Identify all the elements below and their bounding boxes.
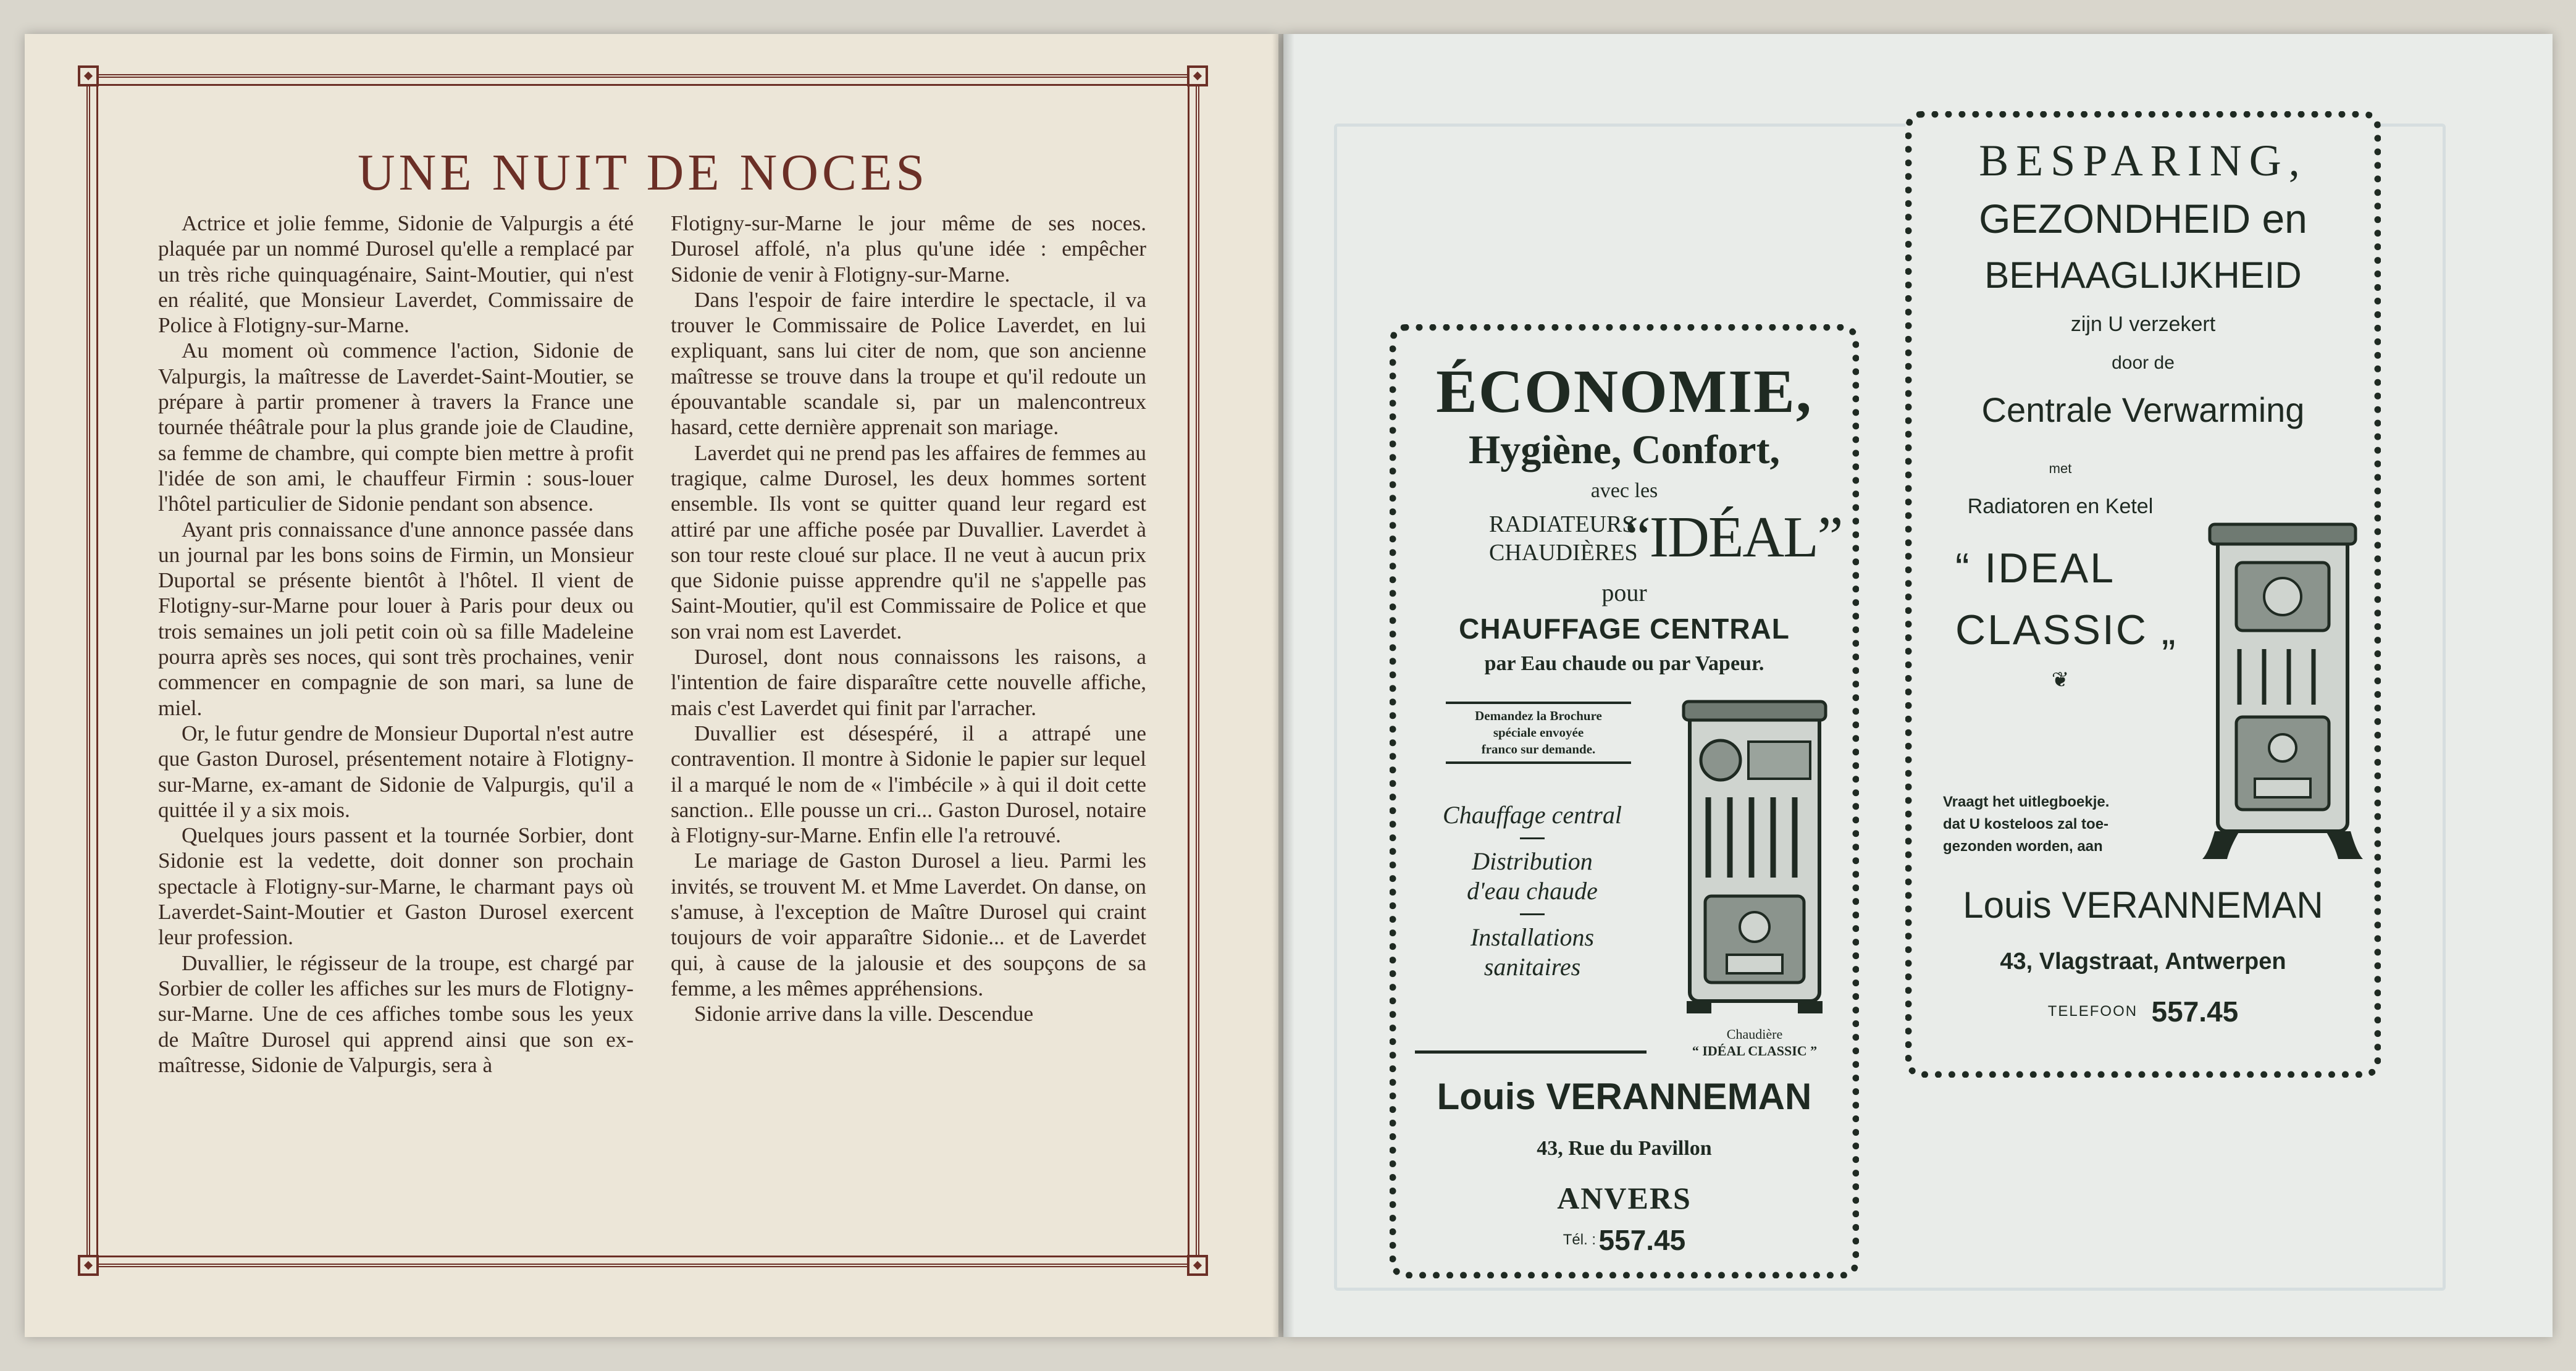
story-paragraph: Durosel, dont nous connaissons les raisons, a l'intention de faire disparaître cette nouvelle affiche, mais c'est Laverdet qui finit par l'arracher. [671, 645, 1146, 720]
ad-text: Demandez la Brochure [1475, 708, 1602, 723]
phone-number: 557.45 [2151, 996, 2239, 1028]
ad-text: gezonden worden, aan [1943, 838, 2103, 855]
ad-text: Radiatoren en Ketel [1967, 495, 2154, 518]
ad-text: dat U kosteloos zal toe- [1943, 816, 2109, 832]
ad-brand: “ IDEAL [1955, 545, 2116, 592]
corner-ornament-icon [78, 65, 99, 86]
ad-brand: CLASSIC „ [1955, 606, 2178, 653]
divider [1415, 1050, 1647, 1054]
story-paragraph: Sidonie arrive dans la ville. Descendue [694, 1002, 1034, 1026]
corner-ornament-icon [1187, 65, 1208, 86]
story-paragraph: Ayant pris connaissance d'une annonce passée dans un journal par les bons soins de Firmin, un Monsieur Duportal se présente bientôt à l'hôtel. Il vient de Flotigny-sur-Marne pour louer à Paris pour deux ou trois semaines un joli petit coin où sa fille Madeleine pourra après ses noces, qui sont très prochaines, venir commencer en compagnie de son mari, sa lune de miel. [158, 517, 634, 720]
ad-service-item: Distribution [1472, 847, 1593, 875]
ad-text: par Eau chaude ou par Vapeur. [1484, 652, 1764, 675]
ad-text: avec les [1590, 479, 1658, 502]
boiler-caption [1662, 1026, 1847, 1059]
ad-text: CHAUDIÈRES [1489, 540, 1638, 566]
story-title: UNE NUIT DE NOCES [357, 144, 929, 201]
ad-service: Centrale Verwarming [1981, 390, 2305, 429]
ad-subhead: GEZONDHEID en [1979, 196, 2307, 241]
ad-text: spéciale envoyée [1493, 725, 1584, 740]
ad-ideal-french [1390, 324, 1859, 1278]
story-paragraph: Dans l'espoir de faire interdire le spectacle, il va trouver le Commissaire de Police Laverdet, en lui expliquant, sans lui citer de nom, que son ancienne maîtresse se trouve dans la troupe et qu'il redoute un épouvantable scandale si, par un malencontreux hasard, cette dernière apprenait son mariage. [671, 287, 1146, 440]
ad-text: zijn U verzekert [2070, 312, 2216, 336]
divider [1520, 837, 1545, 839]
phone-number: 557.45 [1598, 1224, 1686, 1256]
ad-text: “ IDÉAL CLASSIC ” [1692, 1043, 1818, 1059]
divider [1446, 761, 1631, 764]
story-frame [86, 74, 1199, 1267]
story-paragraph: Au moment où commence l'action, Sidonie de Valpurgis, la maîtresse de Laverdet-Saint-Moutier, se prépare à partir promener à travers la France une tournée théâtrale pour la plus grande joie de Claudine, sa femme de chambre, qui compte bien mettre à profit l'idée de son ami, le chauffeur Firmin : sous-louer l'hôtel particulier de Sidonie pendant son absence. [158, 338, 634, 516]
dealer-phone [1396, 1223, 1852, 1257]
ad-subhead: Hygiène, Confort, [1468, 427, 1781, 472]
ad-ideal-dutch [1905, 111, 2381, 1078]
boiler-illustration-icon [1677, 698, 1832, 1020]
dealer-address: 43, Vlagstraat, Antwerpen [2000, 949, 2286, 975]
ad-text: RADIATEURS [1489, 511, 1635, 537]
ad-brochure-note [1446, 708, 1631, 758]
story-paragraph: Laverdet qui ne prend pas les affaires de femmes au tragique, calme Durosel, les deux hommes sortent ensemble. Ils vont se quitter quand leur regard est attiré par une affiche posée par Duvallier. Laverdet à son tour reste cloué sur place. Il ne veut à aucun prix que Sidonie puisse apprendre qu'il ne s'appelle pas Saint-Moutier, qu'il est Commissaire de Police et que son vrai nom est Laverdet. [671, 440, 1146, 644]
ad-text: Chaudière [1726, 1026, 1783, 1042]
ad-text: pour [1601, 579, 1647, 606]
phone-label: TELEFOON [2047, 1003, 2138, 1020]
story-paragraph: Le mariage de Gaston Durosel a lieu. Parmi les invités, se trouvent M. et Mme Laverdet. On danse, on s'amuse, à l'exception de Maître Durosel qui craint toujours de voir apparaître Sidonie... et de Laverdet qui, à cause de la jalousie et des soupçons de sa femme, a les mêmes appréhensions. [671, 849, 1146, 1000]
dealer-name: Louis VERANNEMAN [1437, 1076, 1812, 1117]
corner-ornament-icon [1187, 1255, 1208, 1276]
ad-service-item: d'eau chaude [1467, 877, 1598, 905]
ad-text: franco sur demande. [1481, 742, 1596, 757]
ad-subhead: BEHAAGLIJKHEID [1984, 254, 2302, 296]
ad-services-list [1415, 800, 1650, 982]
ad-text: Vraagt het uitlegboekje. [1943, 794, 2110, 810]
divider [1520, 913, 1545, 915]
ad-service: CHAUFFAGE CENTRAL [1459, 613, 1790, 645]
story-paragraph: Duvallier est désespéré, il a attrapé une contravention. Il montre à Sidonie le papier sur lequel il a marqué le nom de « l'imbécile » à qui il doit cette sanction.. Elle pousse un cri... Gaston Durosel, notaire à Flotigny-sur-Marne. Enfin elle l'a retrouvé. [671, 721, 1146, 848]
dealer-name: Louis VERANNEMAN [1963, 884, 2323, 926]
story-paragraph: Or, le futur gendre de Monsieur Duportal n'est autre que Gaston Durosel, présentement notaire à Flotigny-sur-Marne, ex-amant de Sidonie de Valpurgis, qu'il a quittée il y a six mois. [158, 721, 634, 822]
ad-brand: “IDÉAL” [1625, 505, 1842, 569]
story-column-left [158, 211, 634, 1078]
ad-headline: ÉCONOMIE, [1436, 357, 1813, 426]
book-gutter [1272, 34, 1294, 1337]
ornament-icon: ❦ [2051, 668, 2070, 692]
dealer-city: ANVERS [1557, 1181, 1692, 1215]
story-paragraph: Flotigny-sur-Marne le jour même de ses noces. Durosel affolé, n'a plus qu'une idée : empêcher Sidonie de venir à Flotigny-sur-Marne. [671, 211, 1146, 287]
ad-text: met [2049, 461, 2072, 476]
ad-info-note [1931, 791, 2190, 858]
dealer-phone [1912, 995, 2374, 1028]
story-paragraph: Duvallier, le régisseur de la troupe, est chargé par Sorbier de coller les affiches sur les murs de Flotigny-sur-Marne. Une de ces affiches tombe sous les yeux de Maître Durosel qui apprend ainsi que son ex-maîtresse, Sidonie de Valpurgis, sera à [158, 950, 634, 1077]
ad-text: door de [2112, 353, 2175, 373]
ad-service-item: sanitaires [1483, 953, 1581, 981]
divider [1446, 702, 1631, 704]
boiler-illustration-icon [2202, 519, 2363, 865]
corner-ornament-icon [78, 1255, 99, 1276]
story-paragraph: Actrice et jolie femme, Sidonie de Valpurgis a été plaquée par un nommé Durosel qu'elle a remplacé par un très riche quinquagénaire, Saint-Moutier, qui n'est en réalité, que Monsieur Laverdet, Commissaire de Police à Flotigny-sur-Marne. [158, 211, 634, 338]
story-column-right [671, 211, 1146, 1027]
phone-label: Tél. : [1563, 1231, 1596, 1248]
ad-service-item: Installations [1470, 923, 1595, 951]
ad-headline: BESPARING, [1979, 136, 2307, 185]
ad-service-item: Chauffage central [1443, 801, 1622, 829]
story-paragraph: Quelques jours passent et la tournée Sorbier, dont Sidonie est la vedette, doit donner son prochain spectacle à Flotigny-sur-Marne, le charmant pays où Laverdet-Saint-Moutier et Gaston Durosel exercent leur profession. [158, 823, 634, 950]
dealer-address: 43, Rue du Pavillon [1537, 1137, 1712, 1160]
ad-brand-products [1489, 510, 1638, 567]
